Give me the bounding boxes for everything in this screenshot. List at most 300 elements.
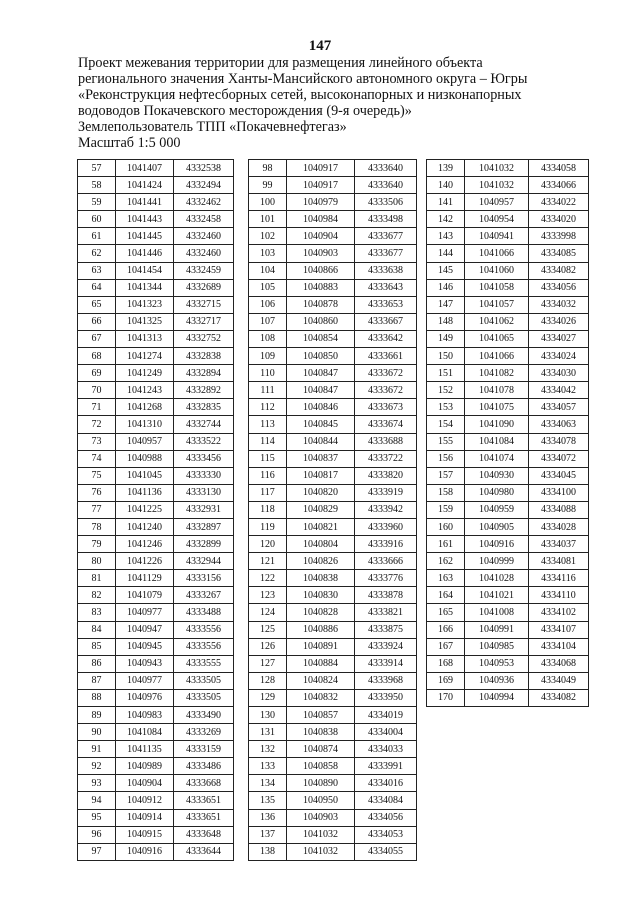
y-coordinate-cell: 4332752 [174,330,234,347]
y-coordinate-cell: 4332458 [174,211,234,228]
y-coordinate-cell: 4332689 [174,279,234,296]
table-row [249,399,417,416]
x-coordinate-cell: 1040837 [287,450,355,467]
table-row [427,536,589,553]
y-coordinate-cell: 4334088 [529,501,589,518]
y-coordinate-cell: 4333661 [355,348,417,365]
table-row [427,279,589,296]
table-row [427,365,589,382]
y-coordinate-cell: 4332538 [174,160,234,177]
y-coordinate-cell: 4333555 [174,655,234,672]
y-coordinate-cell: 4334084 [355,792,417,809]
point-number-cell: 73 [78,433,116,450]
x-coordinate-cell: 1040947 [116,621,174,638]
point-number-cell: 155 [427,433,465,450]
y-coordinate-cell: 4332717 [174,313,234,330]
point-number-cell: 102 [249,228,287,245]
y-coordinate-cell: 4334026 [529,313,589,330]
table-row [249,382,417,399]
y-coordinate-cell: 4333130 [174,484,234,501]
x-coordinate-cell: 1041066 [465,348,529,365]
table-row [78,536,234,553]
point-number-cell: 150 [427,348,465,365]
table-row [249,365,417,382]
table-row [427,689,589,706]
table-row [427,194,589,211]
x-coordinate-cell: 1041249 [116,365,174,382]
y-coordinate-cell: 4334016 [355,775,417,792]
y-coordinate-cell: 4333991 [355,758,417,775]
table-row [78,638,234,655]
x-coordinate-cell: 1040985 [465,638,529,655]
table-row [249,775,417,792]
point-number-cell: 159 [427,501,465,518]
table-row [249,348,417,365]
table-row [78,467,234,484]
x-coordinate-cell: 1041446 [116,245,174,262]
point-number-cell: 149 [427,330,465,347]
y-coordinate-cell: 4333688 [355,433,417,450]
table-row [249,536,417,553]
table-row [78,330,234,347]
x-coordinate-cell: 1040850 [287,348,355,365]
x-coordinate-cell: 1040980 [465,484,529,501]
table-row [427,570,589,587]
y-coordinate-cell: 4333156 [174,570,234,587]
page-number: 147 [308,38,332,54]
x-coordinate-cell: 1040941 [465,228,529,245]
table-row [249,279,417,296]
point-number-cell: 71 [78,399,116,416]
y-coordinate-cell: 4333488 [174,604,234,621]
x-coordinate-cell: 1040890 [287,775,355,792]
point-number-cell: 145 [427,262,465,279]
point-number-cell: 133 [249,758,287,775]
y-coordinate-cell: 4334100 [529,484,589,501]
point-number-cell: 131 [249,724,287,741]
table-row [249,638,417,655]
x-coordinate-cell: 1041075 [465,399,529,416]
coordinates-table-1 [77,159,234,861]
point-number-cell: 152 [427,382,465,399]
land-user-line: Землепользователь ТПП «Покачевнефтегаз» [78,119,347,135]
y-coordinate-cell: 4333638 [355,262,417,279]
point-number-cell: 78 [78,518,116,535]
x-coordinate-cell: 1041032 [465,177,529,194]
point-number-cell: 148 [427,313,465,330]
table-row [78,433,234,450]
y-coordinate-cell: 4332899 [174,536,234,553]
x-coordinate-cell: 1040866 [287,262,355,279]
point-number-cell: 168 [427,655,465,672]
y-coordinate-cell: 4334110 [529,587,589,604]
table-row [78,194,234,211]
y-coordinate-cell: 4334037 [529,536,589,553]
y-coordinate-cell: 4334078 [529,433,589,450]
table-row [78,382,234,399]
y-coordinate-cell: 4333640 [355,160,417,177]
x-coordinate-cell: 1040860 [287,313,355,330]
x-coordinate-cell: 1041129 [116,570,174,587]
x-coordinate-cell: 1041240 [116,518,174,535]
point-number-cell: 158 [427,484,465,501]
point-number-cell: 147 [427,296,465,313]
point-number-cell: 85 [78,638,116,655]
point-number-cell: 68 [78,348,116,365]
x-coordinate-cell: 1041079 [116,587,174,604]
point-number-cell: 106 [249,296,287,313]
x-coordinate-cell: 1040904 [287,228,355,245]
y-coordinate-cell: 4334053 [355,826,417,843]
table-row [78,262,234,279]
table-row [249,792,417,809]
point-number-cell: 128 [249,672,287,689]
y-coordinate-cell: 4334072 [529,450,589,467]
y-coordinate-cell: 4333968 [355,672,417,689]
table-row [249,655,417,672]
point-number-cell: 64 [78,279,116,296]
table-row [249,450,417,467]
x-coordinate-cell: 1040824 [287,672,355,689]
table-row [78,365,234,382]
table-row [249,330,417,347]
table-row [78,279,234,296]
x-coordinate-cell: 1041135 [116,741,174,758]
x-coordinate-cell: 1041443 [116,211,174,228]
point-number-cell: 151 [427,365,465,382]
y-coordinate-cell: 4333677 [355,245,417,262]
point-number-cell: 137 [249,826,287,843]
y-coordinate-cell: 4334066 [529,177,589,194]
point-number-cell: 144 [427,245,465,262]
y-coordinate-cell: 4333821 [355,604,417,621]
y-coordinate-cell: 4334085 [529,245,589,262]
y-coordinate-cell: 4333820 [355,467,417,484]
table-row [78,570,234,587]
table-row [78,416,234,433]
table-row [78,228,234,245]
point-number-cell: 112 [249,399,287,416]
table-row [249,501,417,518]
point-number-cell: 130 [249,707,287,724]
table-row [427,587,589,604]
y-coordinate-cell: 4333456 [174,450,234,467]
point-number-cell: 72 [78,416,116,433]
table-row [78,484,234,501]
point-number-cell: 129 [249,689,287,706]
y-coordinate-cell: 4332838 [174,348,234,365]
table-row [427,501,589,518]
x-coordinate-cell: 1040826 [287,553,355,570]
point-number-cell: 114 [249,433,287,450]
x-coordinate-cell: 1040977 [116,672,174,689]
table-row [427,484,589,501]
point-number-cell: 124 [249,604,287,621]
y-coordinate-cell: 4333642 [355,330,417,347]
table-row [427,211,589,228]
point-number-cell: 91 [78,741,116,758]
y-coordinate-cell: 4334030 [529,365,589,382]
point-number-cell: 62 [78,245,116,262]
point-number-cell: 123 [249,587,287,604]
x-coordinate-cell: 1041008 [465,604,529,621]
table-row [78,160,234,177]
point-number-cell: 141 [427,194,465,211]
table-row [249,689,417,706]
x-coordinate-cell: 1041058 [465,279,529,296]
y-coordinate-cell: 4334068 [529,655,589,672]
x-coordinate-cell: 1040845 [287,416,355,433]
x-coordinate-cell: 1041090 [465,416,529,433]
x-coordinate-cell: 1040999 [465,553,529,570]
x-coordinate-cell: 1041082 [465,365,529,382]
y-coordinate-cell: 4333269 [174,724,234,741]
y-coordinate-cell: 4333677 [355,228,417,245]
y-coordinate-cell: 4333673 [355,399,417,416]
point-number-cell: 164 [427,587,465,604]
y-coordinate-cell: 4334020 [529,211,589,228]
x-coordinate-cell: 1040858 [287,758,355,775]
table-row [249,826,417,843]
table-row [427,330,589,347]
point-number-cell: 60 [78,211,116,228]
point-number-cell: 66 [78,313,116,330]
table-row [427,296,589,313]
x-coordinate-cell: 1041078 [465,382,529,399]
header-line: «Реконструкция нефтесборных сетей, высоконапорных и низконапорных [78,87,522,103]
y-coordinate-cell: 4334004 [355,724,417,741]
document-header [78,55,578,151]
table-row [427,450,589,467]
x-coordinate-cell: 1040844 [287,433,355,450]
x-coordinate-cell: 1040957 [116,433,174,450]
point-number-cell: 170 [427,689,465,706]
table-row [78,741,234,758]
x-coordinate-cell: 1041062 [465,313,529,330]
table-row [78,792,234,809]
y-coordinate-cell: 4332462 [174,194,234,211]
x-coordinate-cell: 1041445 [116,228,174,245]
x-coordinate-cell: 1040916 [116,843,174,860]
y-coordinate-cell: 4333651 [174,809,234,826]
point-number-cell: 140 [427,177,465,194]
y-coordinate-cell: 4332835 [174,399,234,416]
table-row [78,655,234,672]
x-coordinate-cell: 1040989 [116,758,174,775]
y-coordinate-cell: 4333668 [174,775,234,792]
y-coordinate-cell: 4332892 [174,382,234,399]
x-coordinate-cell: 1040821 [287,518,355,535]
x-coordinate-cell: 1040891 [287,638,355,655]
y-coordinate-cell: 4334102 [529,604,589,621]
x-coordinate-cell: 1041344 [116,279,174,296]
point-number-cell: 87 [78,672,116,689]
table-row [78,399,234,416]
point-number-cell: 76 [78,484,116,501]
point-number-cell: 96 [78,826,116,843]
table-row [427,553,589,570]
table-row [78,245,234,262]
x-coordinate-cell: 1041310 [116,416,174,433]
y-coordinate-cell: 4334045 [529,467,589,484]
table-row [427,262,589,279]
point-number-cell: 92 [78,758,116,775]
x-coordinate-cell: 1041136 [116,484,174,501]
x-coordinate-cell: 1041246 [116,536,174,553]
y-coordinate-cell: 4333522 [174,433,234,450]
x-coordinate-cell: 1040959 [465,501,529,518]
point-number-cell: 120 [249,536,287,553]
table-row [249,484,417,501]
table-row [78,313,234,330]
table-row [427,467,589,484]
header-line: Проект межевания территории для размещения линейного объекта [78,55,483,71]
x-coordinate-cell: 1040847 [287,382,355,399]
x-coordinate-cell: 1040883 [287,279,355,296]
table-row [249,570,417,587]
y-coordinate-cell: 4334027 [529,330,589,347]
table-row [78,621,234,638]
table-row [427,160,589,177]
x-coordinate-cell: 1041226 [116,553,174,570]
y-coordinate-cell: 4334058 [529,160,589,177]
point-number-cell: 65 [78,296,116,313]
point-number-cell: 83 [78,604,116,621]
point-number-cell: 82 [78,587,116,604]
point-number-cell: 111 [249,382,287,399]
x-coordinate-cell: 1040820 [287,484,355,501]
table-row [78,211,234,228]
point-number-cell: 80 [78,553,116,570]
table-row [249,518,417,535]
point-number-cell: 58 [78,177,116,194]
y-coordinate-cell: 4334104 [529,638,589,655]
point-number-cell: 136 [249,809,287,826]
y-coordinate-cell: 4332931 [174,501,234,518]
y-coordinate-cell: 4332460 [174,245,234,262]
header-line: водоводов Покачевского месторождения (9-я очередь)» [78,103,412,119]
x-coordinate-cell: 1041045 [116,467,174,484]
y-coordinate-cell: 4333556 [174,621,234,638]
y-coordinate-cell: 4334028 [529,518,589,535]
x-coordinate-cell: 1040829 [287,501,355,518]
table-row [427,228,589,245]
y-coordinate-cell: 4333942 [355,501,417,518]
y-coordinate-cell: 4332744 [174,416,234,433]
y-coordinate-cell: 4333653 [355,296,417,313]
y-coordinate-cell: 4333878 [355,587,417,604]
point-number-cell: 118 [249,501,287,518]
y-coordinate-cell: 4333556 [174,638,234,655]
y-coordinate-cell: 4334033 [355,741,417,758]
y-coordinate-cell: 4334042 [529,382,589,399]
table-row [78,296,234,313]
x-coordinate-cell: 1041032 [287,843,355,860]
y-coordinate-cell: 4333672 [355,365,417,382]
table-row [249,228,417,245]
x-coordinate-cell: 1040957 [465,194,529,211]
point-number-cell: 157 [427,467,465,484]
x-coordinate-cell: 1040847 [287,365,355,382]
x-coordinate-cell: 1040903 [287,809,355,826]
scale-line: Масштаб 1:5 000 [78,135,181,151]
y-coordinate-cell: 4334024 [529,348,589,365]
x-coordinate-cell: 1040904 [116,775,174,792]
point-number-cell: 101 [249,211,287,228]
x-coordinate-cell: 1040830 [287,587,355,604]
x-coordinate-cell: 1040854 [287,330,355,347]
y-coordinate-cell: 4332459 [174,262,234,279]
table-row [249,177,417,194]
point-number-cell: 117 [249,484,287,501]
x-coordinate-cell: 1040945 [116,638,174,655]
table-row [427,245,589,262]
y-coordinate-cell: 4334063 [529,416,589,433]
point-number-cell: 88 [78,689,116,706]
point-number-cell: 98 [249,160,287,177]
table-row [427,399,589,416]
point-number-cell: 90 [78,724,116,741]
x-coordinate-cell: 1041274 [116,348,174,365]
point-number-cell: 154 [427,416,465,433]
point-number-cell: 104 [249,262,287,279]
point-number-cell: 162 [427,553,465,570]
x-coordinate-cell: 1041028 [465,570,529,587]
point-number-cell: 97 [78,843,116,860]
point-number-cell: 69 [78,365,116,382]
x-coordinate-cell: 1040943 [116,655,174,672]
x-coordinate-cell: 1041084 [116,724,174,741]
table-row [427,518,589,535]
x-coordinate-cell: 1040838 [287,724,355,741]
x-coordinate-cell: 1040804 [287,536,355,553]
y-coordinate-cell: 4333330 [174,467,234,484]
table-row [78,826,234,843]
table-row [249,724,417,741]
table-row [78,843,234,860]
y-coordinate-cell: 4333950 [355,689,417,706]
point-number-cell: 67 [78,330,116,347]
y-coordinate-cell: 4333914 [355,655,417,672]
x-coordinate-cell: 1041057 [465,296,529,313]
table-row [249,707,417,724]
y-coordinate-cell: 4334082 [529,689,589,706]
x-coordinate-cell: 1040914 [116,809,174,826]
point-number-cell: 166 [427,621,465,638]
coordinates-table-2 [248,159,417,861]
y-coordinate-cell: 4333672 [355,382,417,399]
x-coordinate-cell: 1040912 [116,792,174,809]
x-coordinate-cell: 1040936 [465,672,529,689]
x-coordinate-cell: 1040846 [287,399,355,416]
x-coordinate-cell: 1040976 [116,689,174,706]
point-number-cell: 75 [78,467,116,484]
point-number-cell: 86 [78,655,116,672]
y-coordinate-cell: 4333960 [355,518,417,535]
y-coordinate-cell: 4332715 [174,296,234,313]
point-number-cell: 107 [249,313,287,330]
x-coordinate-cell: 1040886 [287,621,355,638]
point-number-cell: 84 [78,621,116,638]
point-number-cell: 121 [249,553,287,570]
x-coordinate-cell: 1041084 [465,433,529,450]
y-coordinate-cell: 4333666 [355,553,417,570]
y-coordinate-cell: 4333505 [174,689,234,706]
y-coordinate-cell: 4333924 [355,638,417,655]
x-coordinate-cell: 1040905 [465,518,529,535]
point-number-cell: 134 [249,775,287,792]
point-number-cell: 105 [249,279,287,296]
